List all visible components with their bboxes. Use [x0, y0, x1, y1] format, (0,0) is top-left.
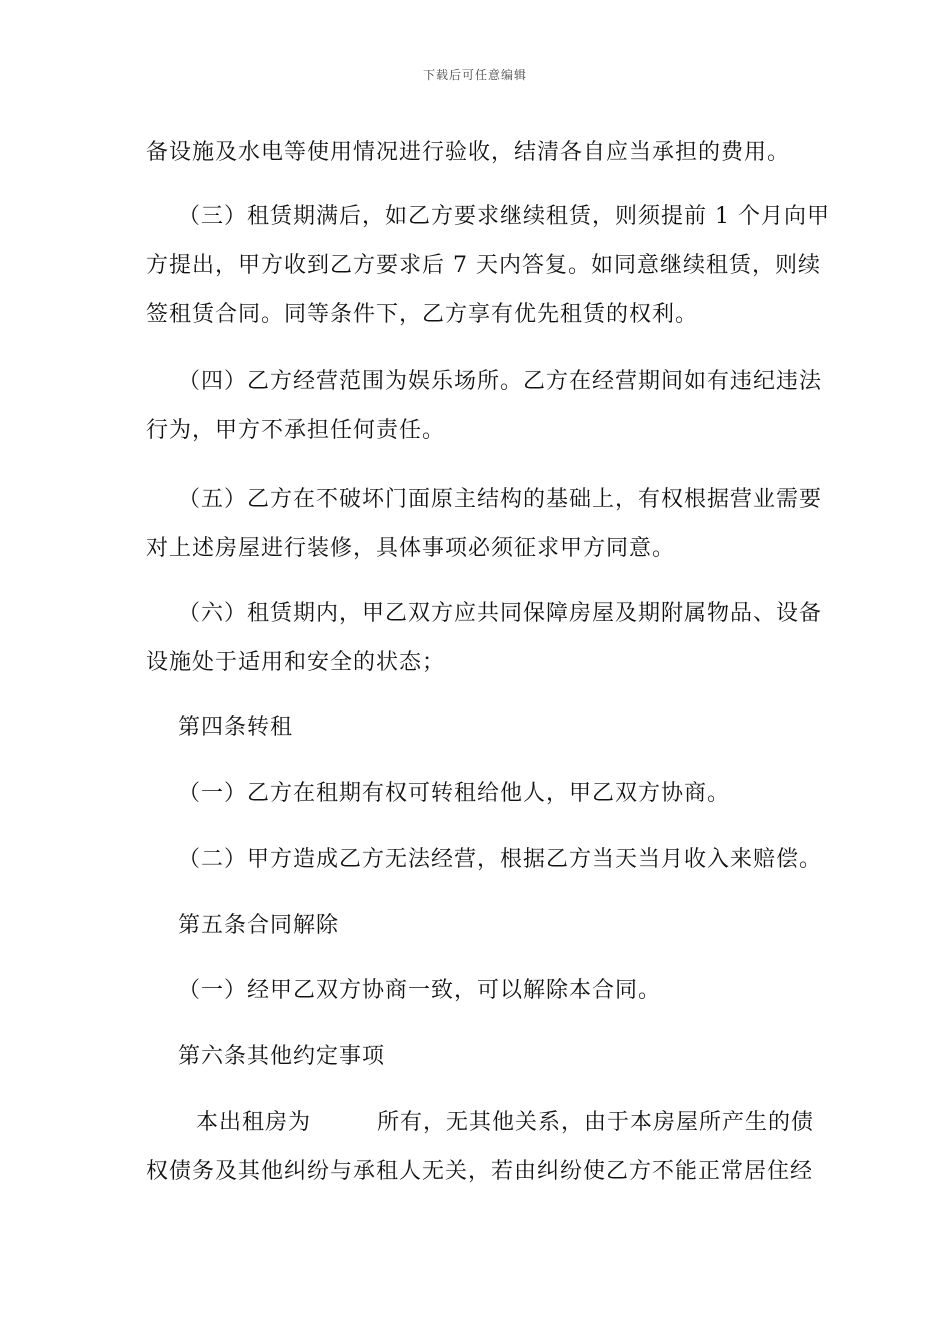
paragraph-line: 备设施及水电等使用情况进行验收，结清各自应当承担的费用。 [146, 140, 791, 165]
paragraph-line: （六）租赁期内，甲乙双方应共同保障房屋及期附属物品、设备 [178, 601, 823, 626]
paragraph-line: 权债务及其他纠纷与承租人无关，若由纠纷使乙方不能正常居住经 [146, 1159, 814, 1184]
paragraph-line: （三）租赁期满后，如乙方要求继续租赁，则须提前 1 个月向甲 [178, 204, 830, 229]
paragraph-line: 对上述房屋进行装修，具体事项必须征求甲方同意。 [146, 536, 676, 561]
paragraph-line: 签租赁合同。同等条件下，乙方享有优先租赁的权利。 [146, 302, 699, 327]
paragraph-text: 所有，无其他关系，由于本房屋所产生的债 [377, 1110, 815, 1135]
paragraph-line: （一）经甲乙双方协商一致，可以解除本合同。 [178, 978, 662, 1003]
paragraph-text: 本出租房为 [196, 1110, 312, 1135]
paragraph-line: 行为，甲方不承担任何责任。 [146, 418, 446, 443]
section-heading: 第五条合同解除 [178, 913, 340, 938]
section-heading: 第六条其他约定事项 [178, 1044, 386, 1069]
paragraph-line: （五）乙方在不破坏门面原主结构的基础上，有权根据营业需要 [178, 487, 823, 512]
paragraph-line: 设施处于适用和安全的状态； [146, 650, 446, 675]
paragraph-line: 方提出，甲方收到乙方要求后 7 天内答复。如同意继续租赁，则续 [146, 253, 821, 278]
paragraph-line: （二）甲方造成乙方无法经营，根据乙方当天当月收入来赔偿。 [178, 847, 823, 872]
paragraph-line: （四）乙方经营范围为娱乐场所。乙方在经营期间如有违纪违法 [178, 369, 823, 394]
paragraph-line [196, 1108, 856, 1138]
paragraph-line: （一）乙方在租期有权可转租给他人，甲乙双方协商。 [178, 781, 731, 806]
section-heading: 第四条转租 [178, 715, 294, 740]
page-header: 下载后可任意编辑 [422, 68, 527, 82]
